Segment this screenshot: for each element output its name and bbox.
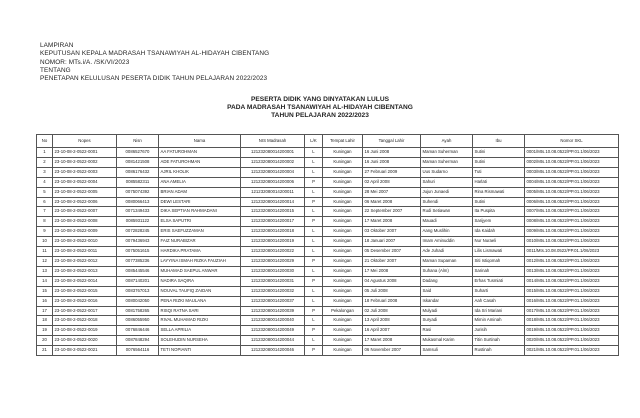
- cell-no: 12: [37, 256, 53, 266]
- cell-nis-madrasah: 121232080014200039: [241, 306, 305, 316]
- table-row: [37, 197, 619, 207]
- cell-father: Suhendi: [421, 197, 473, 207]
- cell-nisn: 0075051615: [117, 247, 159, 257]
- cell-skl-number: 0002/Mts.10.08.0522/PP.01.1/06/2023: [525, 157, 619, 167]
- cell-skl-number: 0012/Mts.10.08.0522/PP.01.1/06/2023: [525, 256, 619, 266]
- cell-father: Mukasmal Karim: [421, 336, 473, 346]
- cell-nama: ELSA SAPUTRI: [159, 217, 241, 227]
- cell-nis-madrasah: 121232080014200040: [241, 316, 305, 326]
- cell-nama: RIVAL MUHAMAD RIZKI: [159, 316, 241, 326]
- cell-gender: L: [305, 207, 323, 217]
- cell-gender: P: [305, 306, 323, 316]
- cell-nis-madrasah: 121232080014200049: [241, 326, 305, 336]
- cell-nis-madrasah: 121232080014200006: [241, 177, 305, 187]
- cell-birthdate: 13 April 2008: [363, 316, 421, 326]
- cell-birthdate: 06 Maret 2008: [363, 197, 421, 207]
- cell-mother: Sutini: [473, 197, 525, 207]
- cell-nama: SELLA APRILIA: [159, 326, 241, 336]
- cell-father: Suryadi: [421, 316, 473, 326]
- cell-mother: Tuti: [473, 167, 525, 177]
- cell-nisn: 0077385236: [117, 256, 159, 266]
- cell-nopes: 23-10-08-2-0522-0013: [53, 266, 117, 276]
- cell-father: Maman Supaman: [421, 256, 473, 266]
- document-title: [0, 96, 640, 120]
- cell-mother: Sutini: [473, 157, 525, 167]
- cell-no: 1: [37, 148, 53, 158]
- cell-no: 20: [37, 336, 53, 346]
- cell-no: 4: [37, 177, 53, 187]
- cell-birthdate: 05 Desember 2007: [363, 247, 421, 257]
- cell-nisn: 0085931122: [117, 217, 159, 227]
- cell-gender: L: [305, 157, 323, 167]
- cell-skl-number: 0020/Mts.10.08.0522/PP.01.1/06/2023: [525, 336, 619, 346]
- cell-nopes: 23-10-08-2-0522-0011: [53, 247, 117, 257]
- cell-nama: FAIZ NURABIZAR: [159, 237, 241, 247]
- cell-birthplace: Kuningan: [323, 256, 363, 266]
- table-row: [37, 237, 619, 247]
- cell-mother: Ita Puspita: [473, 207, 525, 217]
- cell-birthplace: Kuningan: [323, 326, 363, 336]
- cell-birthdate: 18 Januari 2007: [363, 237, 421, 247]
- cell-no: 10: [37, 237, 53, 247]
- cell-birthplace: Kuningan: [323, 296, 363, 306]
- cell-nisn: 0079436943: [117, 237, 159, 247]
- table-row: [37, 256, 619, 266]
- cell-no: 15: [37, 286, 53, 296]
- cell-nisn: 0081758265: [117, 306, 159, 316]
- cell-father: Uus Sudarno: [421, 167, 473, 177]
- cell-nis-madrasah: 121232080014200037: [241, 296, 305, 306]
- cell-father: Maman Suherman: [421, 148, 473, 158]
- cell-father: Suhana (Alm): [421, 266, 473, 276]
- cell-skl-number: 0004/Mts.10.08.0522/PP.01.1/06/2023: [525, 177, 619, 187]
- table-row: [37, 346, 619, 356]
- cell-birthplace: Kuningan: [323, 217, 363, 227]
- cell-father: Ade Juhadi: [421, 247, 473, 257]
- cell-birthplace: Kuningan: [323, 177, 363, 187]
- cell-nisn: 0086527670: [117, 148, 159, 158]
- cell-gender: L: [305, 316, 323, 326]
- cell-nopes: 23-10-08-2-0522-0002: [53, 157, 117, 167]
- cell-birthplace: Kuningan: [323, 148, 363, 158]
- cell-gender: L: [305, 187, 323, 197]
- cell-nisn: 0076564116: [117, 346, 159, 356]
- cell-nisn: 0086055950: [117, 316, 159, 326]
- table-row: [37, 336, 619, 346]
- title-line-2: PADA MADRASAH TSANAWIYAH AL-HIDAYAH CIBENTANG: [227, 103, 413, 111]
- title-line-3: TAHUN PELAJARAN 2022/2023: [271, 111, 369, 119]
- table-row: [37, 187, 619, 197]
- cell-nisn: 0080042050: [117, 296, 159, 306]
- column-header-nis-madrasah: NIS Madrasah: [241, 135, 305, 148]
- cell-nis-madrasah: 121232080014200046: [241, 346, 305, 356]
- cell-nisn: 0086176432: [117, 167, 159, 177]
- column-header-gender: L/K: [305, 135, 323, 148]
- cell-mother: Lilis Lismawati: [473, 247, 525, 257]
- cell-gender: L: [305, 167, 323, 177]
- cell-birthdate: 04 Agustus 2008: [363, 276, 421, 286]
- cell-birthdate: 17 Maret 2008: [363, 217, 421, 227]
- cell-birthplace: Kuningan: [323, 286, 363, 296]
- cell-no: 2: [37, 157, 53, 167]
- cell-no: 6: [37, 197, 53, 207]
- cell-father: Dadang: [421, 276, 473, 286]
- cell-gender: L: [305, 227, 323, 237]
- cell-nama: DEWI LESTARI: [159, 197, 241, 207]
- cell-birthdate: 28 Mei 2007: [363, 187, 421, 197]
- cell-gender: P: [305, 256, 323, 266]
- column-header-birthplace: Tempat Lahir: [323, 135, 363, 148]
- cell-gender: P: [305, 346, 323, 356]
- cell-skl-number: 0019/Mts.10.08.0522/PP.01.1/06/2023: [525, 326, 619, 336]
- cell-nis-madrasah: 121232080014200044: [241, 336, 305, 346]
- table-row: [37, 157, 619, 167]
- cell-birthdate: 16 Juni 2008: [363, 148, 421, 158]
- cell-mother: Ida Sri Mariani: [473, 306, 525, 316]
- cell-father: Rasi: [421, 326, 473, 336]
- table-row: [37, 227, 619, 237]
- cell-nis-madrasah: 121232080014200002: [241, 157, 305, 167]
- cell-skl-number: 0008/Mts.10.08.0522/PP.01.1/06/2023: [525, 217, 619, 227]
- cell-nama: SOLEHUDIN NURSEHA: [159, 336, 241, 346]
- cell-mother: Nur Nuraeli: [473, 237, 525, 247]
- column-header-nama: Nama: [159, 135, 241, 148]
- cell-nisn: 0083767013: [117, 286, 159, 296]
- cell-skl-number: 0011/Mts.10.08.0522/PP.01.1/06/2023: [525, 247, 619, 257]
- cell-skl-number: 0016/Mts.10.08.0522/PP.01.1/06/2023: [525, 296, 619, 306]
- cell-skl-number: 0018/Mts.10.08.0522/PP.01.1/06/2023: [525, 316, 619, 326]
- column-header-birthdate: Tanggal Lahir: [363, 135, 421, 148]
- cell-skl-number: 0013/Mts.10.08.0522/PP.01.1/06/2023: [525, 266, 619, 276]
- cell-birthplace: Kuningan: [323, 346, 363, 356]
- cell-nama: ADE FATUROHMAN: [159, 157, 241, 167]
- cell-mother: Mimin Aminah: [473, 316, 525, 326]
- cell-nama: MUHAMAD SAEPUL ANWAR: [159, 266, 241, 276]
- table-header-row: [37, 135, 619, 148]
- cell-nopes: 23-10-08-2-0522-0003: [53, 167, 117, 177]
- cell-nis-madrasah: 121232080014200022: [241, 247, 305, 257]
- cell-nama: ANA AMELIA: [159, 177, 241, 187]
- cell-nis-madrasah: 121232080014200014: [241, 197, 305, 207]
- table-row: [37, 296, 619, 306]
- cell-nopes: 23-10-08-2-0522-0007: [53, 207, 117, 217]
- cell-nis-madrasah: 121232080014200001: [241, 148, 305, 158]
- cell-birthdate: 03 Oktober 2007: [363, 227, 421, 237]
- cell-no: 11: [37, 247, 53, 257]
- cell-nopes: 23-10-08-2-0522-0017: [53, 306, 117, 316]
- cell-mother: Rustinah: [473, 346, 525, 356]
- cell-birthplace: Kuningan: [323, 197, 363, 207]
- cell-gender: L: [305, 237, 323, 247]
- table-row: [37, 148, 619, 158]
- cell-nisn: 0085582311: [117, 177, 159, 187]
- cell-skl-number: 0005/Mts.10.08.0522/PP.01.1/06/2023: [525, 187, 619, 197]
- cell-gender: L: [305, 286, 323, 296]
- cell-no: 7: [37, 207, 53, 217]
- cell-skl-number: 0007/Mts.10.08.0522/PP.01.1/06/2023: [525, 207, 619, 217]
- table-row: [37, 266, 619, 276]
- cell-father: Iskandar: [421, 296, 473, 306]
- cell-birthplace: Kuningan: [323, 167, 363, 177]
- cell-mother: Ida Kaidah: [473, 227, 525, 237]
- cell-gender: L: [305, 148, 323, 158]
- cell-nis-madrasah: 121232080014200030: [241, 266, 305, 276]
- cell-no: 8: [37, 217, 53, 227]
- cell-gender: P: [305, 217, 323, 227]
- cell-mother: Aah Casah: [473, 296, 525, 306]
- table-row: [37, 167, 619, 177]
- cell-father: Samsuli: [421, 346, 473, 356]
- cell-nopes: 23-10-08-2-0522-0008: [53, 217, 117, 227]
- cell-nisn: 0081421508: [117, 157, 159, 167]
- cell-gender: P: [305, 177, 323, 187]
- cell-mother: Titin Surtinah: [473, 336, 525, 346]
- cell-father: Sahuri: [421, 177, 473, 187]
- header-lampiran: LAMPIRAN: [40, 42, 74, 49]
- cell-mother: Suharti: [473, 286, 525, 296]
- column-header-skl-number: Nomor SKL: [525, 135, 619, 148]
- decree-header: [40, 42, 269, 83]
- cell-skl-number: 0006/Mts.10.08.0522/PP.01.1/06/2023: [525, 197, 619, 207]
- cell-nopes: 23-10-08-2-0522-0019: [53, 326, 117, 336]
- cell-birthplace: Kuningan: [323, 266, 363, 276]
- cell-nopes: 23-10-08-2-0522-0004: [53, 177, 117, 187]
- cell-skl-number: 0017/Mts.10.08.0522/PP.01.1/06/2023: [525, 306, 619, 316]
- column-header-mother: Ibu: [473, 135, 525, 148]
- cell-birthplace: Kuningan: [323, 336, 363, 346]
- cell-no: 18: [37, 316, 53, 326]
- cell-nisn: 0087848294: [117, 336, 159, 346]
- cell-no: 5: [37, 187, 53, 197]
- cell-nama: TETI NOPIANTI: [159, 346, 241, 356]
- table-row: [37, 326, 619, 336]
- cell-mother: Siti Istiqomah: [473, 256, 525, 266]
- cell-nisn: 0071349433: [117, 207, 159, 217]
- title-line-1: PESERTA DIDIK YANG DINYATAKAN LULUS: [251, 96, 389, 103]
- cell-nis-madrasah: 121232080014200018: [241, 227, 305, 237]
- cell-father: Rudi Setiawan: [421, 207, 473, 217]
- cell-no: 16: [37, 296, 53, 306]
- cell-skl-number: 0014/Mts.10.08.0522/PP.01.1/06/2023: [525, 276, 619, 286]
- cell-nama: AA FATUROHMAN: [159, 148, 241, 158]
- cell-birthplace: Kuningan: [323, 237, 363, 247]
- cell-nama: AJRIL KHOLIK: [159, 167, 241, 177]
- cell-nopes: 23-10-08-2-0522-0012: [53, 256, 117, 266]
- header-subject: PENETAPAN KELULUSAN PESERTA DIDIK TAHUN PELAJARAN 2022/2023: [40, 75, 268, 83]
- cell-birthplace: Kuningan: [323, 247, 363, 257]
- cell-gender: L: [305, 266, 323, 276]
- cell-skl-number: 0003/Mts.10.08.0522/PP.01.1/06/2023: [525, 167, 619, 177]
- cell-birthplace: Kuningan: [323, 316, 363, 326]
- cell-birthplace: Kuningan: [323, 276, 363, 286]
- cell-skl-number: 0009/Mts.10.08.0522/PP.01.1/06/2023: [525, 227, 619, 237]
- cell-birthdate: 05 Juli 2008: [363, 286, 421, 296]
- cell-father: Said: [421, 286, 473, 296]
- cell-nopes: 23-10-08-2-0522-0016: [53, 296, 117, 306]
- cell-skl-number: 0015/Mts.10.08.0522/PP.01.1/06/2023: [525, 286, 619, 296]
- cell-birthdate: 21 Oktober 2007: [363, 256, 421, 266]
- cell-nis-madrasah: 121232080014200032: [241, 286, 305, 296]
- cell-nopes: 23-10-08-2-0522-0001: [53, 148, 117, 158]
- cell-nis-madrasah: 121232080014200031: [241, 276, 305, 286]
- cell-father: Imam Aminuddin: [421, 237, 473, 247]
- cell-birthplace: Kuningan: [323, 227, 363, 237]
- table-row: [37, 276, 619, 286]
- cell-gender: P: [305, 276, 323, 286]
- cell-mother: Harlati: [473, 177, 525, 187]
- cell-skl-number: 0010/Mts.10.08.0522/PP.01.1/06/2023: [525, 237, 619, 247]
- cell-nama: NADIRA SAQIRA: [159, 276, 241, 286]
- cell-father: Mauadi: [421, 217, 473, 227]
- cell-mother: Erhas Tusmiati: [473, 276, 525, 286]
- cell-nopes: 23-10-08-2-0522-0010: [53, 237, 117, 247]
- table-row: [37, 217, 619, 227]
- table-row: [37, 286, 619, 296]
- cell-gender: P: [305, 197, 323, 207]
- cell-father: Jujun Junaedi: [421, 187, 473, 197]
- cell-birthdate: 06 November 2007: [363, 346, 421, 356]
- cell-no: 3: [37, 167, 53, 177]
- cell-birthdate: 16 Juni 2008: [363, 157, 421, 167]
- header-decree-title: KEPUTUSAN KEPALA MADRASAH TSANAWIYAH AL-HIDAYAH CIBENTANG: [40, 50, 270, 58]
- cell-gender: L: [305, 247, 323, 257]
- cell-nama: RISQI RATNA SARI: [159, 306, 241, 316]
- cell-nopes: 23-10-08-2-0522-0014: [53, 276, 117, 286]
- cell-nisn: 0075074392: [117, 187, 159, 197]
- table-row: [37, 247, 619, 257]
- table-row: [37, 306, 619, 316]
- cell-gender: L: [305, 296, 323, 306]
- cell-nisn: 0080066413: [117, 197, 159, 207]
- cell-nopes: 23-10-08-2-0522-0018: [53, 316, 117, 326]
- cell-birthplace: Pekalongan: [323, 306, 363, 316]
- cell-nopes: 23-10-08-2-0522-0009: [53, 227, 117, 237]
- cell-nama: BRIAN ADAM: [159, 187, 241, 197]
- cell-father: Mulyadi: [421, 306, 473, 316]
- cell-nama: ERIS SAEFUZZAMAN: [159, 227, 241, 237]
- cell-birthdate: 22 September 2007: [363, 207, 421, 217]
- cell-nis-madrasah: 121232080014200011: [241, 187, 305, 197]
- cell-birthplace: Kuningan: [323, 207, 363, 217]
- cell-nopes: 23-10-08-2-0522-0006: [53, 197, 117, 207]
- cell-no: 21: [37, 346, 53, 356]
- cell-birthplace: Kuningan: [323, 157, 363, 167]
- cell-birthdate: 16 April 2007: [363, 326, 421, 336]
- cell-nama: HARDIKA PRATAMA: [159, 247, 241, 257]
- header-tentang: TENTANG: [40, 66, 71, 74]
- cell-birthplace: Kuningan: [323, 187, 363, 197]
- cell-nama: DIKA SEPTIAN RAHMADANI: [159, 207, 241, 217]
- cell-nama: PENA RIZKI MAULANA: [159, 296, 241, 306]
- cell-nisn: 0072828245: [117, 227, 159, 237]
- column-header-father: Ayah: [421, 135, 473, 148]
- cell-nama: NOUVAL TAUFIQ ZAIDAN: [159, 286, 241, 296]
- cell-nama: LAYYINA ISMAH RIZKA FAUZIAH: [159, 256, 241, 266]
- graduates-table: [36, 134, 619, 356]
- cell-skl-number: 0021/Mts.10.08.0522/PP.01.1/06/2023: [525, 346, 619, 356]
- table-body: [37, 148, 619, 356]
- cell-birthdate: 02 April 2008: [363, 177, 421, 187]
- cell-no: 17: [37, 306, 53, 316]
- cell-father: Aang Muslihin: [421, 227, 473, 237]
- cell-no: 9: [37, 227, 53, 237]
- cell-nopes: 23-10-08-2-0522-0015: [53, 286, 117, 296]
- cell-nisn: 0085445546: [117, 266, 159, 276]
- cell-nopes: 23-10-08-2-0522-0020: [53, 336, 117, 346]
- cell-birthdate: 17 Maret 2008: [363, 336, 421, 346]
- cell-mother: Rina Rismawati: [473, 187, 525, 197]
- table-row: [37, 316, 619, 326]
- cell-birthdate: 02 Juli 2008: [363, 306, 421, 316]
- table-row: [37, 207, 619, 217]
- cell-gender: P: [305, 326, 323, 336]
- cell-nisn: 0087140201: [117, 276, 159, 286]
- cell-no: 13: [37, 266, 53, 276]
- cell-birthdate: 17 Mei 2008: [363, 266, 421, 276]
- cell-no: 14: [37, 276, 53, 286]
- column-header-no: No: [37, 135, 53, 148]
- cell-nis-madrasah: 121232080014200029: [241, 256, 305, 266]
- cell-no: 19: [37, 326, 53, 336]
- table-row: [37, 177, 619, 187]
- cell-nis-madrasah: 121232080014200017: [241, 217, 305, 227]
- cell-mother: Sarijyem: [473, 217, 525, 227]
- cell-father: Maman Suherman: [421, 157, 473, 167]
- column-header-nisn: Nisn: [117, 135, 159, 148]
- cell-skl-number: 0001/Mts.10.08.0522/PP.01.1/06/2023: [525, 148, 619, 158]
- cell-nisn: 0076846446: [117, 326, 159, 336]
- cell-nopes: 23-10-08-2-0522-0021: [53, 346, 117, 356]
- column-header-nopes: Nopes: [53, 135, 117, 148]
- cell-mother: Sutini: [473, 148, 525, 158]
- cell-nis-madrasah: 121232080014200004: [241, 167, 305, 177]
- cell-birthdate: 18 Februari 2008: [363, 296, 421, 306]
- header-decree-number: NOMOR: MTs.i/A. /SK/VI/2023: [40, 58, 130, 66]
- cell-birthdate: 27 Februari 2009: [363, 167, 421, 177]
- cell-nopes: 23-10-08-2-0522-0005: [53, 187, 117, 197]
- cell-nis-madrasah: 121232080014200019: [241, 237, 305, 247]
- cell-gender: L: [305, 336, 323, 346]
- cell-mother: Jurisih: [473, 326, 525, 336]
- cell-nis-madrasah: 121232080014200015: [241, 207, 305, 217]
- cell-mother: Sarinah: [473, 266, 525, 276]
